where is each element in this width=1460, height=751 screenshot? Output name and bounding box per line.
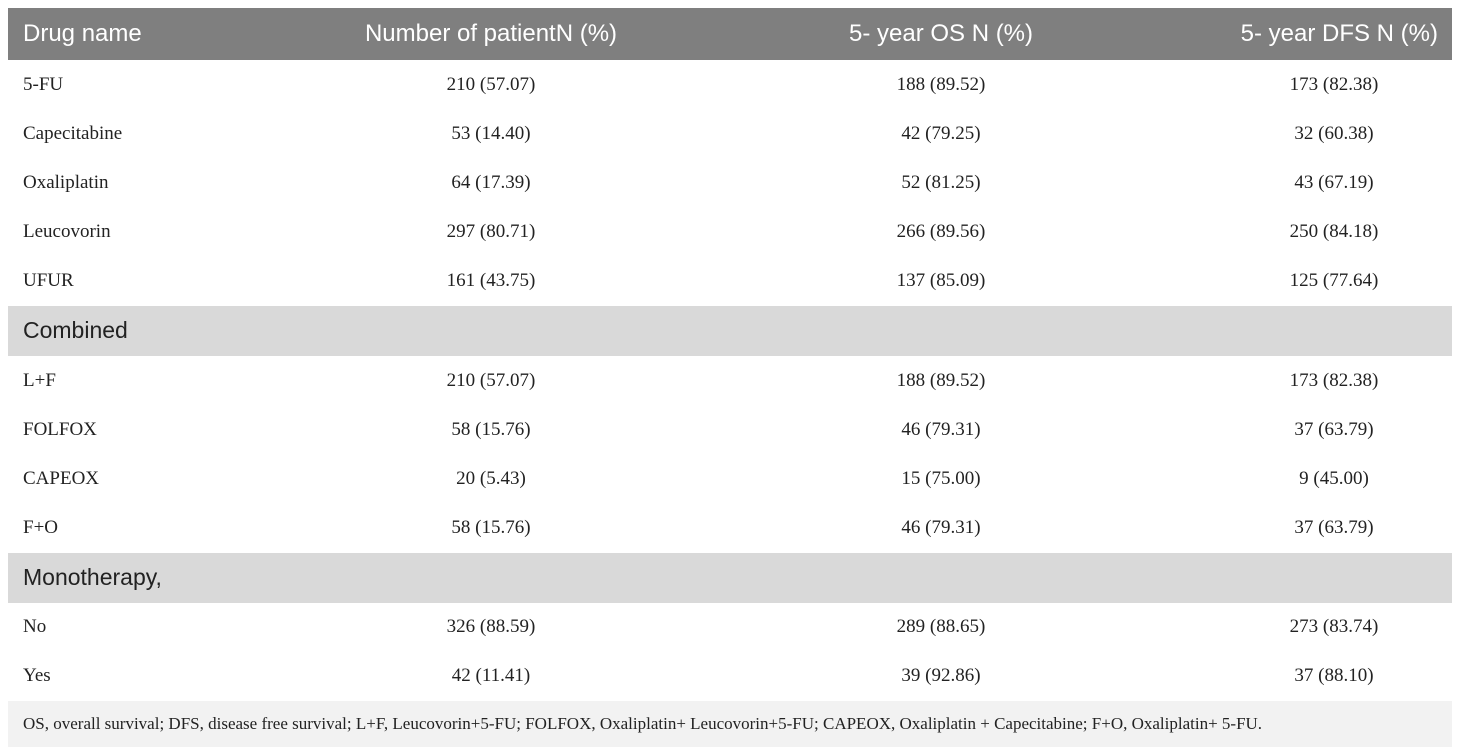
patients-cell: 210 (57.07)	[446, 73, 536, 95]
drug-name-cell: No	[23, 616, 47, 638]
os-cell: 266 (89.56)	[896, 221, 986, 243]
table-row	[8, 603, 1452, 652]
table-row	[8, 257, 1452, 306]
drug-name-cell: Capecitabine	[23, 122, 123, 144]
dfs-cell: 37 (88.10)	[1294, 665, 1374, 687]
drug-name-cell: UFUR	[23, 270, 74, 292]
table-row	[8, 504, 1452, 553]
os-cell: 188 (89.52)	[896, 369, 986, 391]
os-cell: 52 (81.25)	[901, 171, 981, 193]
dfs-cell: 173 (82.38)	[1289, 73, 1379, 95]
drug-name-cell: Yes	[23, 665, 51, 687]
dfs-cell: 125 (77.64)	[1289, 270, 1379, 292]
table-row	[8, 158, 1452, 207]
header-number-of-patients: Number of patientN (%)	[364, 20, 618, 47]
drug-name-cell: 5-FU	[23, 73, 64, 95]
section-header-label: Combined	[23, 317, 128, 344]
patients-cell: 326 (88.59)	[446, 616, 536, 638]
drug-name-cell: F+O	[23, 517, 59, 539]
drug-survival-table-container	[8, 8, 1452, 747]
table-footnote: OS, overall survival; DFS, disease free survival; L+F, Leucovorin+5-FU; FOLFOX, Oxaliplatin+ Leucovorin+5-FU; CAPEOX, Oxaliplatin + Capecitabine; F+O, Oxaliplatin+ 5-FU.	[23, 714, 1263, 734]
os-cell: 188 (89.52)	[896, 73, 986, 95]
header-5-year-os: 5- year OS N (%)	[848, 20, 1034, 47]
dfs-cell: 37 (63.79)	[1294, 418, 1374, 440]
patients-cell: 53 (14.40)	[451, 122, 531, 144]
patients-cell: 58 (15.76)	[451, 418, 531, 440]
drug-name-cell: FOLFOX	[23, 418, 97, 440]
table-row	[8, 454, 1452, 503]
patients-cell: 20 (5.43)	[456, 467, 526, 489]
os-cell: 39 (92.86)	[901, 665, 981, 687]
section-header-row	[8, 553, 1452, 603]
drug-name-cell: L+F	[23, 369, 56, 391]
os-cell: 137 (85.09)	[896, 270, 986, 292]
patients-cell: 64 (17.39)	[451, 171, 531, 193]
drug-survival-table	[8, 8, 1452, 747]
dfs-cell: 9 (45.00)	[1299, 467, 1369, 489]
patients-cell: 297 (80.71)	[446, 221, 536, 243]
patients-cell: 210 (57.07)	[446, 369, 536, 391]
table-body	[8, 60, 1452, 747]
table-row	[8, 652, 1452, 701]
table-row	[8, 356, 1452, 405]
drug-name-cell: CAPEOX	[23, 467, 100, 489]
footnote-row	[8, 701, 1452, 747]
os-cell: 289 (88.65)	[896, 616, 986, 638]
drug-name-cell: Oxaliplatin	[23, 171, 109, 193]
patients-cell: 161 (43.75)	[446, 270, 536, 292]
table-row	[8, 208, 1452, 257]
dfs-cell: 43 (67.19)	[1294, 171, 1374, 193]
os-cell: 42 (79.25)	[901, 122, 981, 144]
dfs-cell: 250 (84.18)	[1289, 221, 1379, 243]
section-header-label: Monotherapy,	[23, 564, 162, 591]
table-row	[8, 405, 1452, 454]
table-row	[8, 109, 1452, 158]
table-row	[8, 60, 1452, 109]
header-5-year-dfs: 5- year DFS N (%)	[1240, 20, 1438, 47]
os-cell: 46 (79.31)	[901, 517, 981, 539]
section-header-row	[8, 306, 1452, 356]
patients-cell: 42 (11.41)	[451, 665, 531, 687]
dfs-cell: 273 (83.74)	[1289, 616, 1379, 638]
drug-name-cell: Leucovorin	[23, 221, 111, 243]
table-header-row	[8, 8, 1452, 60]
os-cell: 15 (75.00)	[901, 467, 981, 489]
dfs-cell: 37 (63.79)	[1294, 517, 1374, 539]
dfs-cell: 32 (60.38)	[1294, 122, 1374, 144]
patients-cell: 58 (15.76)	[451, 517, 531, 539]
os-cell: 46 (79.31)	[901, 418, 981, 440]
dfs-cell: 173 (82.38)	[1289, 369, 1379, 391]
header-drug-name: Drug name	[23, 20, 142, 47]
